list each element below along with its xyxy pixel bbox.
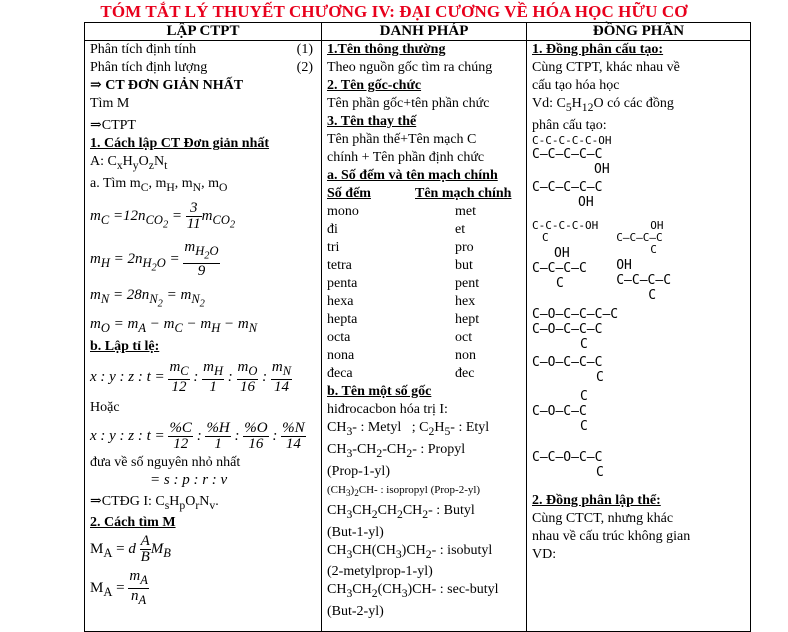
column-danh-phap — [322, 41, 527, 632]
section-heading: 2. Tên gốc-chức — [327, 78, 422, 93]
formula-mn: $m_N = 28n_{N_2} = m_{N_2}$ — [90, 287, 205, 310]
structural-formula: C — [580, 336, 588, 352]
line: (But-1-yl) — [327, 524, 384, 540]
section-heading: 2. Cách tìm M — [90, 515, 176, 531]
line: $CH_3-$ : Metyl ; $C_2H_5-$ : Etyl — [327, 420, 490, 438]
line: ⇒CTPT — [90, 118, 136, 133]
line: Phân tích định tính (1) — [90, 42, 313, 57]
count-table-header: Số đếm Tên mạch chính — [327, 186, 512, 201]
formula-ratio-percent: x : y : z : t = $\frac{\%C}{12}$ : $\frac{\%H}{1}$ : $\frac{\%O}{16}$ : $\frac{\%N}{14}$ — [90, 419, 305, 452]
structural-formula: C — [556, 275, 564, 291]
line: VD: — [532, 546, 557, 562]
section-heading: b. Tên một số gốc — [327, 384, 432, 399]
structural-formula: C—C—C—C — [616, 272, 672, 288]
formula-mc: $m_C =12n_{CO_2}$ = $\frac{3}{11}$ $m_{CO_2}$ — [90, 199, 236, 232]
count-row: octa oct — [327, 330, 473, 345]
count-row: mono met — [327, 204, 476, 219]
line: Phân tích định lượng (2) — [90, 60, 313, 75]
structural-formula: C — [580, 418, 588, 434]
count-row: đeca đec — [327, 366, 475, 381]
section-heading: 2. Đồng phân lập thể: — [532, 492, 661, 508]
count-row: tri pro — [327, 240, 474, 255]
count-row: đi et — [327, 222, 466, 237]
structural-formula: C-C-C-C-C-OH — [532, 133, 612, 147]
header-dong-phan: ĐỒNG PHÂN — [527, 23, 751, 41]
count-list — [327, 203, 526, 383]
line: Tìm M — [90, 96, 130, 111]
count-row: tetra but — [327, 258, 473, 273]
structural-formula: C—C—O—C—C — [532, 449, 603, 465]
formula-ratio-mass: x : y : z : t = $\frac{m_C}{12}$ : $\frac{m_H}{1}$ : $\frac{m_O}{16}$ : $\frac{m_N}{14}$ — [90, 358, 292, 395]
formula-ma-moles: $M_A$ = $\frac{m_A}{n_A}$ — [90, 568, 148, 608]
structural-formula: OH — [578, 194, 594, 210]
structural-formula: C-C-C-C-OH — [532, 218, 599, 232]
formula-mo: $m_O = m_A - m_C - m_H - m_N$ — [90, 315, 258, 335]
line: a. Tìm $m_C$, $m_H$, $m_N$, $m_O$ — [90, 175, 228, 194]
line: (Prop-1-yl) — [327, 463, 390, 479]
structural-formula: C — [648, 287, 657, 303]
structural-formula: C—O—C—C—C — [532, 321, 603, 337]
count-row: penta pent — [327, 276, 480, 291]
section-heading: 1.Tên thông thường — [327, 42, 446, 57]
count-row: hexa hex — [327, 294, 476, 309]
line: Theo nguồn gốc tìm ra chúng — [327, 60, 493, 75]
structural-formula: C — [542, 230, 549, 244]
column-dong-phan — [527, 41, 751, 632]
document-title: TÓM TẮT LÝ THUYẾT CHƯƠNG IV: ĐẠI CƯƠNG VỀ HÓA HỌC HỮU CƠ — [100, 2, 688, 21]
summary-table — [84, 22, 751, 632]
structural-formula: C—O—C—C — [532, 403, 587, 419]
structural-formula: OH — [594, 161, 610, 177]
count-row: nona non — [327, 348, 476, 363]
section-heading: b. Lập tỉ lệ: — [90, 338, 160, 354]
structural-formula: C — [596, 369, 604, 385]
line: cấu tạo hóa học — [532, 78, 620, 93]
structural-formula: C — [596, 464, 604, 480]
structural-formula: C—C—C—C—C — [532, 146, 603, 162]
line: ⇒CTĐG I: $C_sH_pO_rN_v$. — [90, 493, 219, 512]
line: nhau về cấu trúc không gian — [532, 528, 691, 544]
structural-formula: C — [650, 242, 657, 256]
line: $(CH_3)_2CH-$ : isopropyl (Prop-2-yl) — [327, 483, 481, 498]
line: Cùng CTCT, nhưng khác — [532, 510, 674, 526]
line: (But-2-yl) — [327, 604, 384, 620]
line: đưa về số nguyên nhỏ nhất — [90, 454, 241, 470]
structural-formula: C—C—C—C—C — [532, 179, 603, 195]
line: Cùng CTPT, khác nhau về — [532, 60, 680, 75]
section-heading: 1. Cách lập CT Đơn giản nhất — [90, 136, 270, 151]
header-danh-phap: DANH PHÁP — [322, 23, 527, 41]
line: chính + Tên phần định chức — [327, 150, 485, 165]
line: (2-metylprop-1-yl) — [327, 564, 433, 580]
formula-integer-ratio: = s : p : r : v — [150, 471, 228, 488]
line: hiđrocacbon hóa trị I: — [327, 402, 448, 417]
line: ⇒ CT ĐƠN GIẢN NHẤT — [90, 78, 244, 93]
formula-row — [532, 220, 750, 303]
structural-formula: OH — [650, 218, 664, 232]
structural-formula: OH — [554, 245, 570, 261]
line: Tên phần gốc+tên phần chức — [327, 96, 490, 111]
line: $CH_3CH_2(CH_3)CH-$ : sec-butyl — [327, 582, 499, 601]
line: Vd: $C_5H_{12}O$ có các đồng — [532, 96, 674, 114]
structural-formula: C—O—C—C—C—C — [532, 306, 619, 322]
section-heading: 1. Đồng phân cấu tạo: — [532, 42, 664, 57]
line: $CH_3CH(CH_3)CH_2-$ : isobutyl — [327, 542, 493, 561]
line: $CH_3-CH_2-CH_2-$ : Propyl — [327, 441, 466, 460]
structural-formula: C—C—C—C — [616, 230, 663, 244]
structural-formula: C—O—C—C—C — [532, 354, 603, 370]
line: A: $C_xH_yO_zN_t$ — [90, 154, 168, 172]
line: $CH_3CH_2CH_2CH_2-$ : Butyl — [327, 502, 475, 521]
line: phân cấu tạo: — [532, 117, 607, 133]
structural-formula: C — [580, 388, 588, 404]
structural-formula: C—C—C—C — [532, 260, 587, 276]
formula-mh: $m_H = 2n_{H_2O}$ = $\frac{m_{H_2O}}{9}$ — [90, 238, 219, 280]
line: Hoặc — [90, 399, 120, 415]
structural-formula: OH — [616, 257, 632, 273]
count-row: hepta hept — [327, 312, 480, 327]
line: Tên phần thế+Tên mạch C — [327, 132, 477, 147]
section-heading: 3. Tên thay thế — [327, 114, 417, 129]
section-heading: a. Số đếm và tên mạch chính — [327, 168, 498, 183]
column-lap-ctpt — [85, 41, 322, 632]
header-lap-ctpt: LẬP CTPT — [85, 23, 322, 41]
formula-ma-density: $M_A = d$ $\frac{A}{B}$ $M_B$ — [90, 533, 171, 566]
